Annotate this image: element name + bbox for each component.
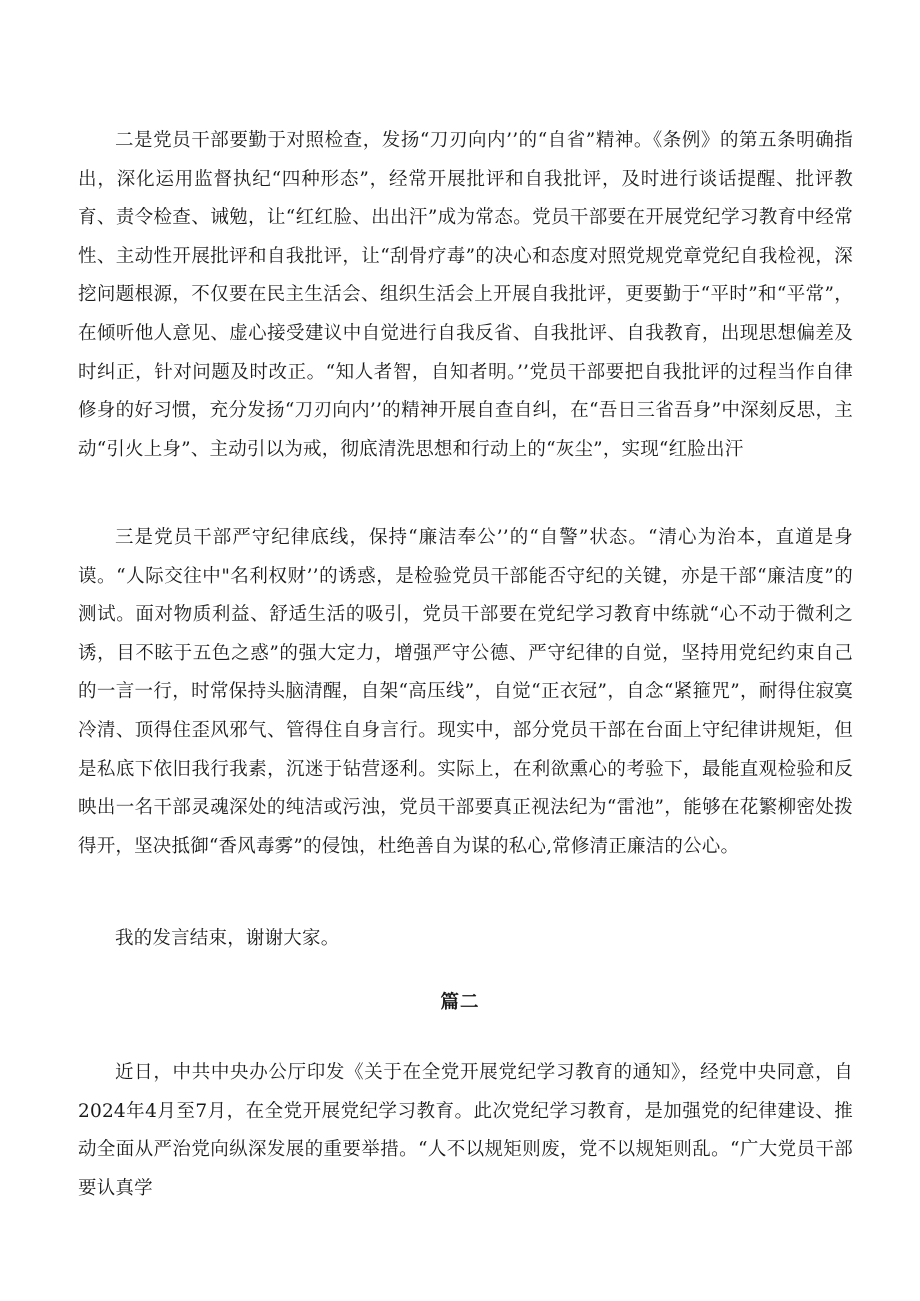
paragraph-closing-remark: 我的发言结束，谢谢大家。 [115, 928, 340, 949]
paragraph-self-reflection: 二是党员干部要勤于对照检查，发扬“刀刃向内’’的“自省”精神。《条例》的第五条明确指出，深化运用监督执纪“四种形态”，经常开展批评和自我批评，及时进行谈话提醒、批评教育、责令检查、诫勉，让“红红脸、出出汗”成为常态。党员干部要在开展党纪学习教育中经常性、主动性开展批评和自我批评，让“刮骨疗毒”的决心和态度对照党规党章党纪自我检视，深挖问题根源，不仅要在民主生活会、组织生活会上开展自我批评，更要勤于“平时”和“平常”，在倾听他人意见、虚心接受建议中自觉进行自我反省、自我批评、自我教育，出现思想偏差及时纠正，针对问题及时改正。“知人者智，自知者明。’’党员干部要把自我批评的过程当作自律修身的好习惯，充分发扬“刀刃向内’’的精神开展自查自纠，在“吾日三省吾身”中深刻反思，主动“引火上身”、主动引以为戒，彻底清洗思想和行动上的“灰尘”，实现“红脸出汗 [78, 130, 853, 460]
section-heading: 篇二 [440, 992, 480, 1013]
paragraph-discipline-bottom-line: 三是党员干部严守纪律底线，保持“廉洁奉公’’的“自警”状态。“清心为治本，直道是身谟。“人际交往中"名利权财’’的诱惑，是检验党员干部能否守纪的关键，亦是干部“廉洁度”的测试。面对物质利益、舒适生活的吸引，党员干部要在党纪学习教育中练就“心不动于微利之诱，目不眩于五色之惑”的强大定力，增强严守公德、严守纪律的自觉，坚持用党纪约束自己的一言一行，时常保持头脑清醒，自架“高压线”，自觉“正衣冠”，自念“紧箍咒”，耐得住寂寞冷清、顶得住歪风邪气、管得住自身言行。现实中，部分党员干部在台面上守纪律讲规矩，但是私底下依旧我行我素，沉迷于钻营逐利。实际上，在利欲熏心的考验下，最能直观检验和反映出一名干部灵魂深处的纯洁或污浊，党员干部要真正视法纪为“雷池”，能够在花繁柳密处拨得开，坚决抵御“香风毒雾”的侵蚀，杜绝善自为谋的私心,常修清正廉洁的公心。 [78, 527, 853, 857]
paragraph-notice-intro: 近日，中共中央办公厅印发《关于在全党开展党纪学习教育的通知》，经党中央同意，自2024年4月至7月，在全党开展党纪学习教育。此次党纪学习教育，是加强党的纪律建设、推动全面从严治党向纵深发展的重要举措。“人不以规矩则废，党不以规矩则乱。“广大党员干部要认真学 [78, 1062, 853, 1199]
